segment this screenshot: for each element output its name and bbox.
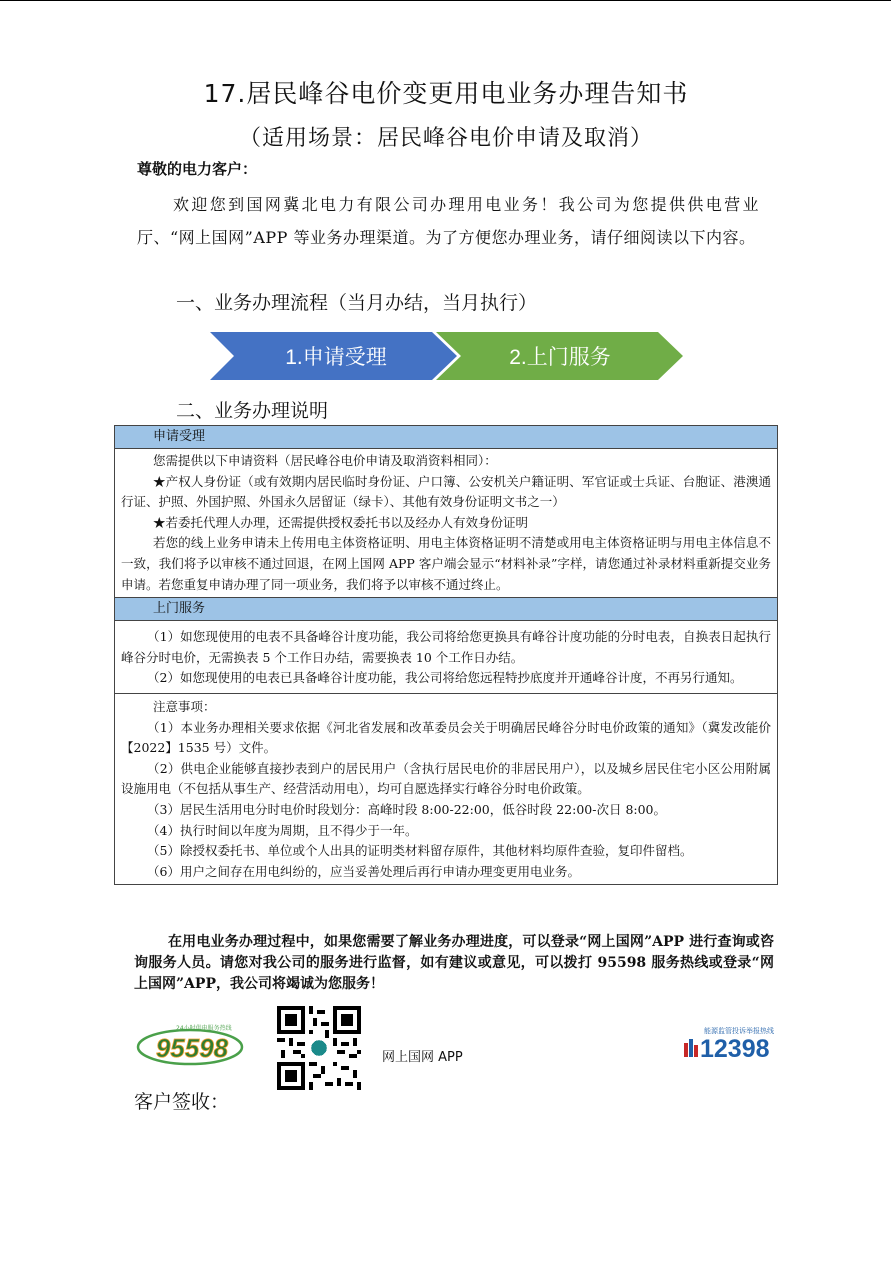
closing-text: 在用电业务办理过程中，如果您需要了解业务办理进度，可以登录“网上国网”APP 进行查询或咨询服务人员。请您对我公司的服务进行监督，如有建议或意见，可以拨打 95598 服务热线或登录“网上国网”APP，我公司将竭诚为您服务！ [134, 934, 774, 992]
process-flow [210, 332, 686, 382]
apply-line-4: 若您的线上业务申请未上传用电主体资格证明、用电主体资格证明不清楚或用电主体资格证明与用电主体信息不一致，我们将予以审核不通过回退，在网上国网 APP 客户端会显示“材料补录”字样，请您通过补录材料重新提交业务申请。若您重复申请办理了同一项业务，我们将予以审核不通过终止。 [121, 535, 771, 592]
greeting: 尊敬的电力客户： [137, 160, 258, 178]
page-top-border [0, 0, 891, 1]
flow-step-2-label: 2.上门服务 [509, 346, 611, 369]
apply-cell [115, 449, 778, 598]
notes-cell [115, 693, 778, 884]
complaint-tagline: 能源监管投诉举报热线 [704, 1027, 774, 1035]
signature-label: 客户签收： [134, 1091, 230, 1113]
visit-line-1: （1）如您现使用的电表不具备峰谷计度功能，我公司将给您更换具有峰谷计度功能的分时电表，自换表日起执行峰谷分时电价，无需换表 5 个工作日办结，需要换表 10 个工作日办结。 [121, 629, 771, 665]
info-table [114, 425, 778, 885]
hotline-tagline: 24小时供电服务热线 [176, 1025, 232, 1032]
notes-title: 注意事项： [153, 698, 216, 714]
document-title: 17.居民峰谷电价变更用电业务办理告知书 [203, 79, 689, 108]
apply-line-3: ★若委托代理人办理，还需提供授权委托书以及经办人有效身份证明 [153, 514, 529, 530]
table-header-apply: 申请受理 [115, 426, 778, 449]
note-item-1: （1）本业务办理相关要求依据《河北省发展和改革委员会关于明确居民峰谷分时电价政策的通知》（冀发改能价【2022】1535 号）文件。 [121, 719, 771, 756]
note-item-3: （3）居民生活用电分时电价时段划分：高峰时段 8:00-22:00，低谷时段 22:00-次日 8:00。 [147, 801, 667, 817]
document-subtitle: （适用场景：居民峰谷电价申请及取消） [238, 126, 653, 151]
section-description-heading: 二、业务办理说明 [176, 400, 329, 422]
note-item-6: （6）用户之间存在用电纠纷的，应当妥善处理后再行申请办理变更用电业务。 [147, 863, 580, 879]
hotline-95598-logo [136, 1021, 248, 1067]
visit-cell [115, 621, 778, 694]
complaint-12398-logo [684, 1025, 780, 1061]
note-item-4: （4）执行时间以年度为周期，且不得少于一年。 [147, 822, 418, 838]
complaint-number: 12398 [700, 1035, 770, 1061]
apply-line-2: ★产权人身份证（或有效期内居民临时身份证、户口簿、公安机关户籍证明、军官证或士兵证、台胞证、港澳通行证、护照、外国护照、外国永久居留证（绿卡）、其他有效身份证明文书之一） [121, 473, 771, 510]
section-process-heading: 一、业务办理流程（当月办结，当月执行） [176, 292, 538, 314]
note-item-2: （2）供电企业能够直接抄表到户的居民用户（含执行居民电价的非居民用户），以及城乡居民住宅小区公用附属设施用电（不包括从事生产、经营活动用电），均可自愿选择实行峰谷分时电价政策。 [121, 760, 771, 797]
note-item-5: （5）除授权委托书、单位或个人出具的证明类材料留存原件，其他材料均原件查验，复印件留档。 [147, 843, 693, 859]
apply-line-1: 您需提供以下申请资料（居民峰谷电价申请及取消资料相同）： [153, 453, 497, 468]
visit-line-2: （2）如您现使用的电表已具备峰谷计度功能，我公司将给您远程特抄底度并开通峰谷计度，不再另行通知。 [147, 670, 743, 686]
intro-paragraph: 欢迎您到国网冀北电力有限公司办理用电业务！我公司为您提供供电营业厅、“网上国网”APP 等业务办理渠道。为了方便您办理业务，请仔细阅读以下内容。 [137, 195, 759, 247]
flow-step-1-label: 1.申请受理 [285, 346, 387, 369]
hotline-number: 95598 [155, 1033, 229, 1063]
app-label: 网上国网 APP [382, 1050, 463, 1065]
closing-paragraph [134, 932, 774, 995]
table-header-visit: 上门服务 [115, 598, 778, 621]
app-qr-code [276, 1006, 362, 1090]
